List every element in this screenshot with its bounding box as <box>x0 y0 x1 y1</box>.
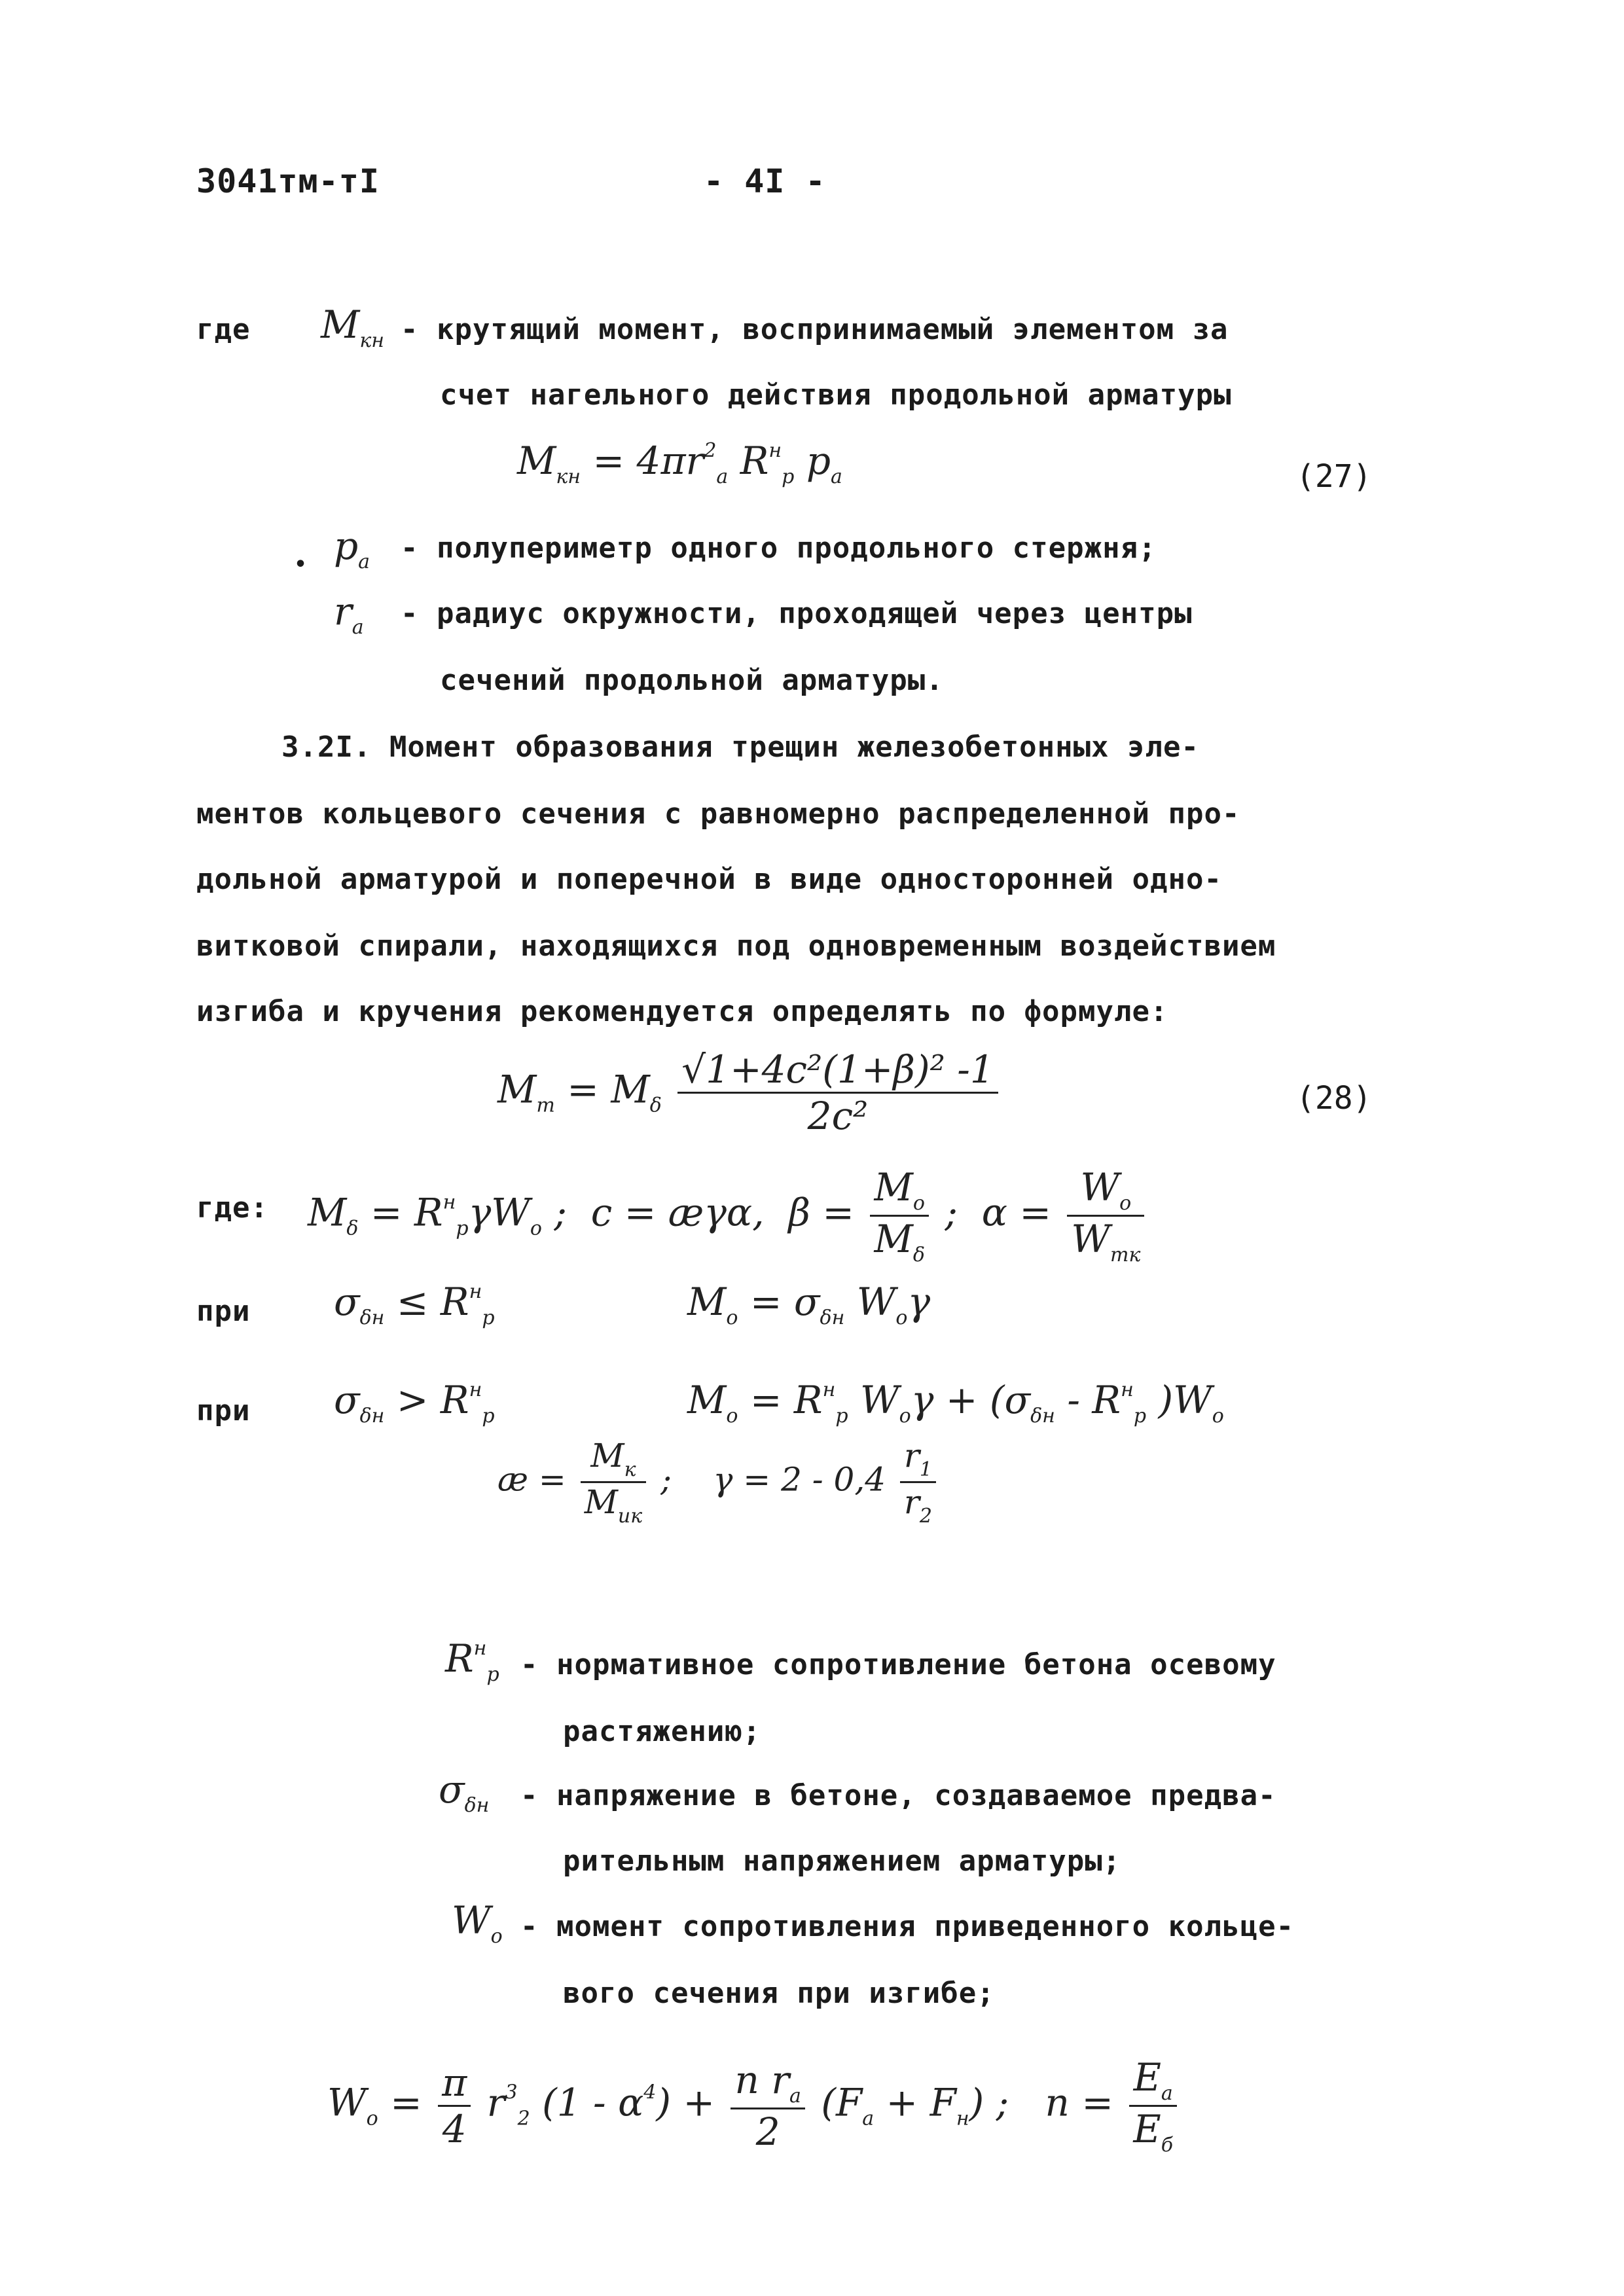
formula-27: $M_{кн} = 4\pi r^2_a$ $R^н_p$ $p_a$ <box>517 439 842 488</box>
document-code: 3041тм-тI <box>196 162 380 200</box>
symbol-ra: $r_a$ <box>334 589 364 639</box>
bullet-dot: • <box>295 553 308 576</box>
condition-1-label: при <box>196 1295 251 1328</box>
definition-w0-line1: - момент сопротивления приведенного кольце- <box>520 1910 1295 1943</box>
symbol-mkn: $M_{кн}$ <box>321 302 385 352</box>
condition-1-inequality: $\sigma_{\delta н} \le R^н_p$ <box>334 1280 495 1329</box>
section-line-2: ментов кольцевого сечения с равномерно распределенной про- <box>196 797 1240 831</box>
condition-2-label: при <box>196 1394 251 1427</box>
section-line-1: 3.2I. Момент образования трещин железобетонных эле- <box>281 730 1200 764</box>
formula-28: $M_т = M_\delta$ $\frac{\text{√1+4c²(1+β)² -1}}{\text{2c²}}$ <box>497 1047 1002 1138</box>
equation-number-28: (28) <box>1296 1080 1372 1117</box>
definition-w0-line2: вого сечения при изгибе; <box>563 1977 995 2010</box>
section-line-4: витковой спирали, находящихся под одновременным воздействием <box>196 929 1276 963</box>
alpha-fraction: $\frac{W_o}{W_{тк}}$ <box>1067 1165 1144 1266</box>
definition-rp-line2: растяжению; <box>563 1715 761 1748</box>
definition-mkn-line1: - крутящий момент, воспринимаемый элементом за <box>401 313 1229 346</box>
condition-2-result: $M_o = R^н_p$ $W_o\gamma + (\sigma_{\delta н} - R^н_p$ )$W_o$ <box>687 1378 1224 1427</box>
definition-ra-line1: - радиус окружности, проходящей через центры <box>401 597 1193 630</box>
section-line-3: дольной арматурой и поперечной в виде односторонней одно- <box>196 863 1222 896</box>
nra-fraction: $\frac{n r_a}{2}$ <box>731 2058 804 2154</box>
definition-sigma-line2: рительным напряжением арматуры; <box>563 1844 1121 1878</box>
definition-mkn-line2: счет нагельного действия продольной арматуры <box>440 378 1232 412</box>
where-label-2: где: <box>196 1191 268 1225</box>
where-definitions-row: $M_\delta = R^н_p\gamma W_o$ ; c = æγα, β = $\frac{M_o}{M_\delta}$ ; α = $\frac{W_o}{W_{тк}}$ <box>308 1165 1148 1266</box>
equation-number-27: (27) <box>1296 458 1372 495</box>
symbol-sigma-bn: $\sigma_{\delta н}$ <box>439 1767 490 1817</box>
symbol-w0: $W_o$ <box>452 1898 503 1948</box>
definition-rp-line1: - нормативное сопротивление бетона осевому <box>520 1648 1276 1681</box>
condition-2-inequality: $\sigma_{\delta н} > R^н_p$ <box>334 1378 495 1427</box>
ae-gamma-row: æ = $\frac{M_к}{M_{uк}}$ ; γ = 2 - 0,4 $\frac{r_1}{r_2}$ <box>497 1437 940 1528</box>
n-fraction: $\frac{E_a}{E_б}$ <box>1129 2055 1177 2157</box>
formula-28-numerator: √1+4c²(1+β)² -1 <box>677 1047 998 1094</box>
definition-pa: - полупериметр одного продольного стержня; <box>401 531 1157 565</box>
pi-over-4-fraction: $\frac{\pi}{4}$ <box>438 2060 471 2151</box>
definition-sigma-line1: - напряжение в бетоне, создаваемое предва- <box>520 1779 1276 1812</box>
formula-28-fraction <box>677 1047 998 1138</box>
symbol-rp-normative: $R^н_p$ <box>445 1636 499 1686</box>
gamma-fraction: $\frac{r_1}{r_2}$ <box>900 1437 936 1528</box>
ae-fraction: $\frac{M_к}{M_{uк}}$ <box>581 1437 646 1528</box>
formula-w0: $W_o$ = $\frac{\pi}{4}$ $r^3_2$ $(1 - \alpha^4)$ + $\frac{n r_a}{2}$ $(F_a + F_н)$ ; n = $\frac{E_a}{E_б}$ <box>327 2055 1181 2157</box>
condition-1-result: $M_o = \sigma_{\delta н}$ $W_o\gamma$ <box>687 1280 931 1329</box>
symbol-pa: $p_a$ <box>334 524 370 573</box>
definition-ra-line2: сечений продольной арматуры. <box>440 664 944 697</box>
beta-fraction: $\frac{M_o}{M_\delta}$ <box>870 1165 928 1266</box>
section-line-5: изгиба и кручения рекомендуется определять по формуле: <box>196 995 1168 1028</box>
formula-28-denominator: 2c² <box>807 1094 869 1138</box>
page-number: - 4I - <box>704 162 826 200</box>
where-label: где <box>196 313 251 346</box>
